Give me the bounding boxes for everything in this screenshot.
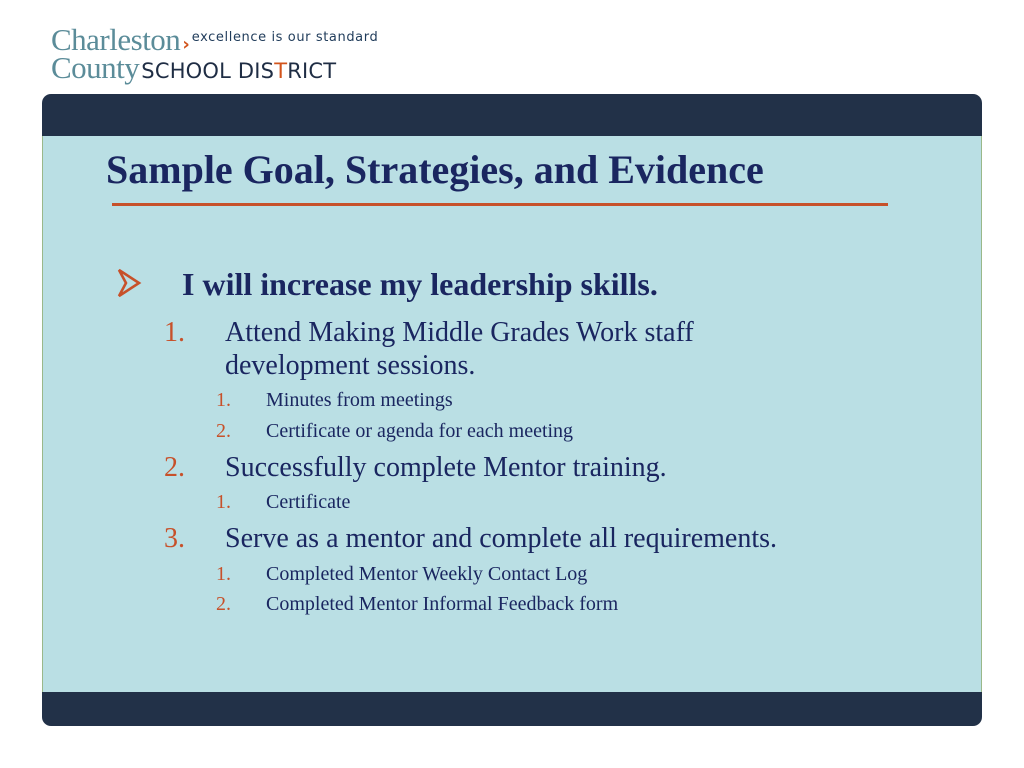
strategy-3-number: 3.	[164, 523, 185, 554]
evidence-3-1-number: 1.	[216, 563, 231, 585]
district-logo	[51, 22, 431, 86]
evidence-3-2-text: Completed Mentor Informal Feedback form	[266, 593, 619, 615]
strategy-2-text: Successfully complete Mentor training.	[225, 452, 667, 483]
logo-district-part-a: SCHOOL DIS	[141, 59, 275, 83]
logo-chevron-icon: ›	[182, 34, 190, 55]
logo-county: County	[51, 50, 140, 85]
slide-title: Sample Goal, Strategies, and Evidence	[106, 147, 764, 192]
strategy-1-number: 1.	[164, 317, 185, 348]
strategy-1-text-line-2: development sessions.	[225, 350, 476, 381]
goal-statement: I will increase my leadership skills.	[182, 266, 658, 302]
logo-district-accent-t: T	[274, 59, 288, 83]
arrow-bullet-icon	[116, 268, 142, 298]
title-underline	[112, 203, 888, 206]
evidence-2-1-text: Certificate	[266, 491, 351, 513]
strategy-3-text: Serve as a mentor and complete all requirements.	[225, 523, 778, 554]
logo-line-2	[51, 50, 336, 86]
evidence-2-1-number: 1.	[216, 491, 231, 513]
logo-tagline: excellence is our standard	[191, 30, 379, 45]
logo-charleston: Charleston	[51, 22, 181, 57]
evidence-1-1-text: Minutes from meetings	[266, 389, 453, 411]
evidence-1-1-number: 1.	[216, 389, 231, 411]
strategy-2-number: 2.	[164, 452, 185, 483]
evidence-1-2-text: Certificate or agenda for each meeting	[266, 420, 574, 442]
evidence-3-2-number: 2.	[216, 593, 231, 615]
evidence-3-1-text: Completed Mentor Weekly Contact Log	[266, 563, 588, 585]
strategy-1-text-line-1: Attend Making Middle Grades Work staff	[225, 317, 694, 348]
evidence-1-2-number: 2.	[216, 420, 231, 442]
logo-district-part-b: RICT	[287, 59, 337, 83]
logo-school-district	[141, 59, 336, 83]
